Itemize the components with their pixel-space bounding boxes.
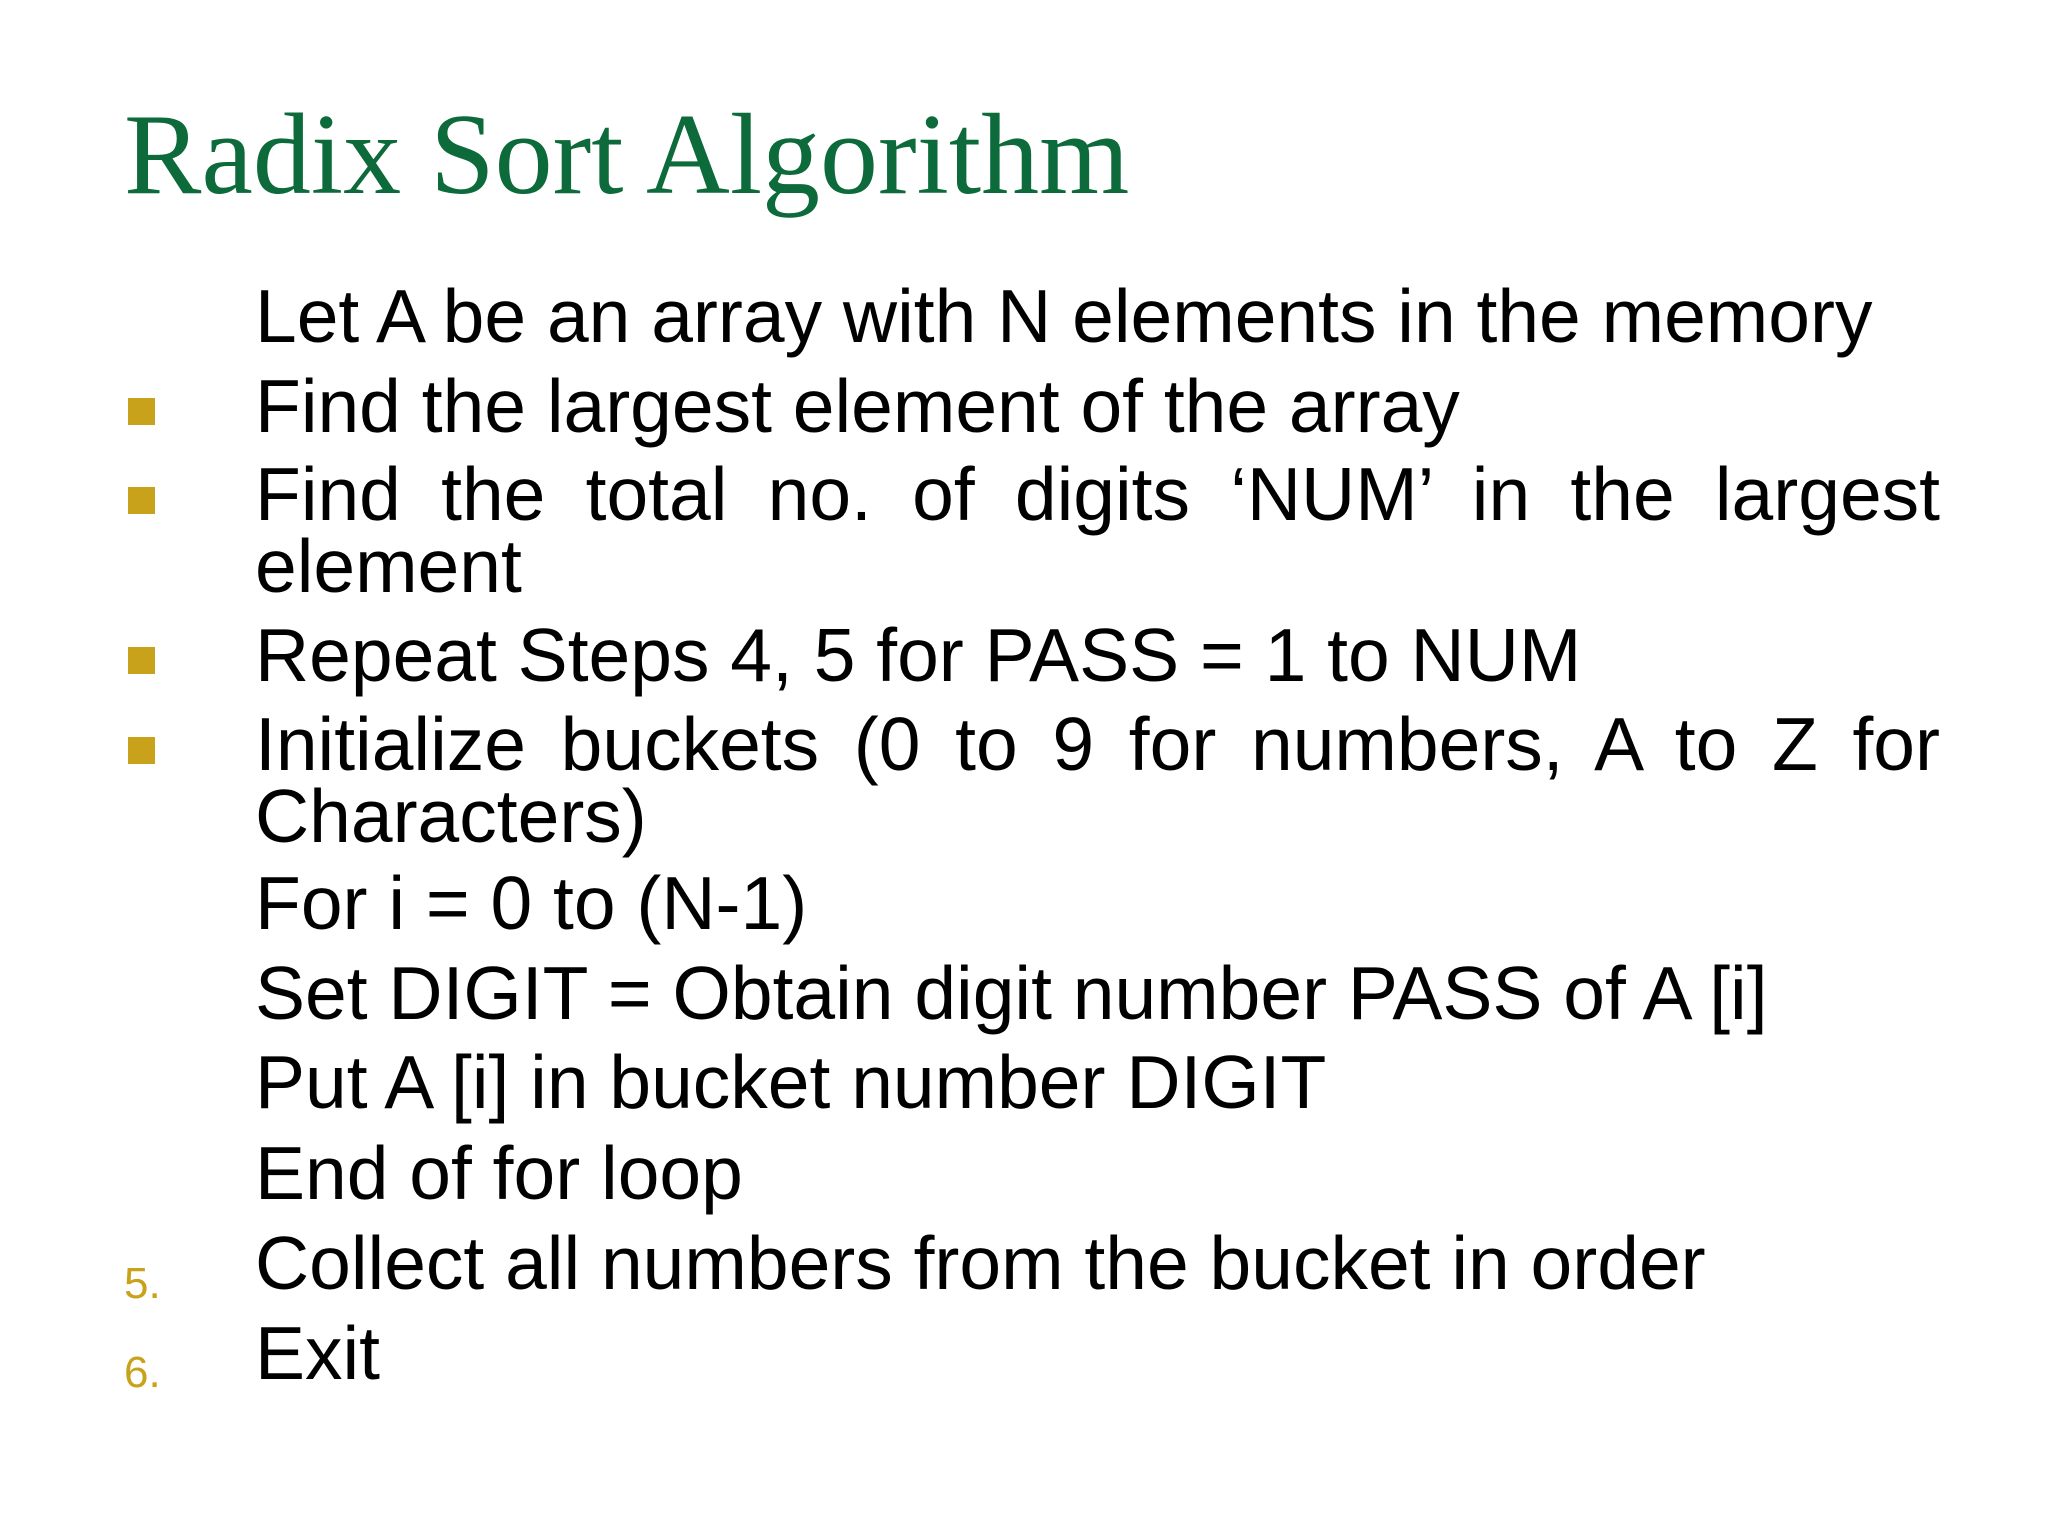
step-number: 6.: [124, 1348, 161, 1397]
algorithm-step: Collect all numbers from the bucket in order: [255, 1221, 1706, 1305]
slide-title: Radix Sort Algorithm: [124, 91, 1130, 219]
square-bullet-icon: [128, 487, 155, 514]
algorithm-line: Let A be an array with N elements in the memory: [255, 274, 1873, 358]
algorithm-step: Find the largest element of the array: [255, 364, 1460, 448]
algorithm-step: Find the total no. of digits ‘NUM’ in the largest element: [255, 452, 1940, 608]
step-number: 5.: [124, 1259, 161, 1308]
algorithm-line: Put A [i] in bucket number DIGIT: [255, 1040, 1327, 1124]
algorithm-line: Set DIGIT = Obtain digit number PASS of A [i]: [255, 951, 1768, 1035]
square-bullet-icon: [128, 737, 155, 764]
algorithm-step: Exit: [255, 1311, 381, 1395]
algorithm-line: End of for loop: [255, 1131, 743, 1215]
square-bullet-icon: [128, 647, 155, 674]
algorithm-step: Repeat Steps 4, 5 for PASS = 1 to NUM: [255, 613, 1582, 697]
square-bullet-icon: [128, 398, 155, 425]
algorithm-step: Initialize buckets (0 to 9 for numbers, A to Z for Characters): [255, 702, 1940, 858]
algorithm-line: For i = 0 to (N-1): [255, 861, 808, 945]
